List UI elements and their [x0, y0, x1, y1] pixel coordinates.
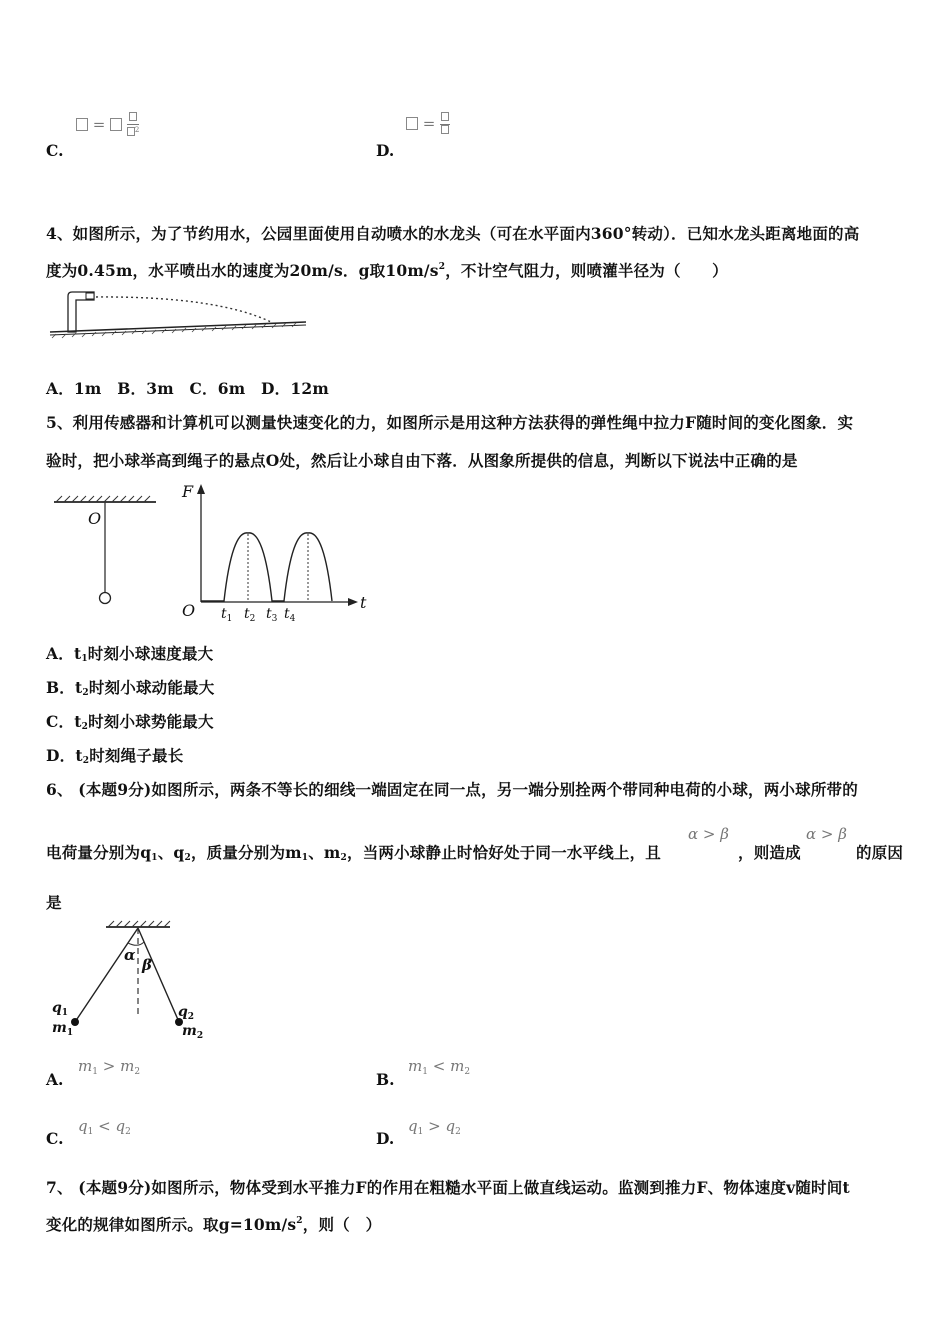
tick-t4: $t_4$	[284, 606, 296, 624]
question-6-option-d-formula: $q_1 > q_2$	[408, 1117, 461, 1137]
tick-t3: $t_3$	[266, 606, 278, 624]
question-4-options: A．1m B．3m C．6m D．12m	[46, 379, 329, 398]
question-6-option-c-label: C.	[46, 1129, 64, 1148]
question-5-option-a: A．t1时刻小球速度最大	[46, 644, 214, 664]
placeholder-glyph	[406, 117, 418, 130]
question-6-line-1: 6、 (本题9分)如图所示，两条不等长的细线一端固定在同一点，另一端分别拴两个带同种电荷的小球，两小球所带的	[46, 780, 858, 799]
tick-t2: $t_2$	[244, 606, 256, 624]
placeholder-glyph	[110, 118, 122, 131]
condition-alpha-beta-1: α > β	[688, 825, 729, 843]
beta-label: β	[142, 956, 152, 974]
sprinkler-figure	[46, 288, 310, 344]
question-4-line-2: 度为0.45m，水平喷出水的速度为20m/s．g取$10m/s^2$，不计空气阻力，则喷灌半径为（ ）	[46, 261, 728, 280]
question-5-option-b: B．t2时刻小球动能最大	[46, 678, 215, 698]
question-6-line-3: 是	[46, 893, 62, 912]
force-time-figure	[46, 480, 376, 625]
question-6-line-2: 电荷量分别为q1、q2，质量分别为m1、m2，当两小球静止时恰好处于同一水平线上，且	[46, 843, 662, 863]
question-5-option-d: D．t2时刻绳子最长	[46, 746, 184, 766]
question-5-line-1: 5、利用传感器和计算机可以测量快速变化的力，如图所示是用这种方法获得的弹性绳中拉力F随时间的变化图象．实	[46, 413, 854, 432]
option-c-label: C.	[46, 141, 64, 160]
question-6-line-2-b: ，则造成	[738, 843, 801, 862]
option-d-formula: =	[406, 112, 450, 137]
question-6-option-c-formula: $q_1 < q_2$	[78, 1117, 131, 1137]
question-5-option-c: C．t2时刻小球势能最大	[46, 712, 214, 732]
m1-label: $m_1$	[52, 1020, 74, 1038]
question-6-option-b-formula: $m_1 < m_2$	[408, 1057, 471, 1077]
point-o-label: O	[88, 509, 102, 528]
q1-label: $q_1$	[52, 1000, 69, 1018]
question-5-line-2: 验时，把小球举高到绳子的悬点O处，然后让小球自由下落．从图象所提供的信息，判断以下说法中正确的是	[46, 451, 798, 470]
question-6-option-a-label: A.	[46, 1070, 64, 1089]
option-d-label: D.	[376, 141, 395, 160]
question-6-line-2-c: 的原因	[856, 843, 904, 862]
axis-t-label: t	[360, 593, 367, 612]
option-c-formula: = $^2$	[76, 112, 139, 139]
axis-f-label: F	[182, 482, 194, 501]
ball-1	[71, 1018, 79, 1026]
origin-label: O	[182, 601, 196, 620]
tick-t1: $t_1$	[221, 606, 233, 624]
question-6-option-d-label: D.	[376, 1129, 395, 1148]
q2-label: $q_2$	[178, 1004, 195, 1022]
fraction: 2	[127, 112, 139, 139]
condition-alpha-beta-2: α > β	[806, 825, 847, 843]
alpha-label: α	[124, 946, 136, 964]
fraction	[440, 112, 450, 137]
two-charged-balls-figure	[46, 918, 216, 1043]
ball	[100, 593, 111, 604]
question-4-line-1: 4、如图所示，为了节约用水，公园里面使用自动喷水的水龙头（可在水平面内360°转动）．已知水龙头距离地面的高	[46, 224, 860, 243]
question-7-line-1: 7、 (本题9分)如图所示，物体受到水平推力F的作用在粗糙水平面上做直线运动。监测到推力F、物体速度v随时间t	[46, 1178, 850, 1197]
question-6-option-b-label: B.	[376, 1070, 395, 1089]
question-7-line-2: 变化的规律如图所示。取$g=10m/s^2$，则（ ）	[46, 1215, 382, 1234]
placeholder-glyph	[76, 118, 88, 131]
m2-label: $m_2$	[182, 1023, 204, 1041]
question-6-option-a-formula: $m_1 > m_2$	[78, 1057, 141, 1077]
